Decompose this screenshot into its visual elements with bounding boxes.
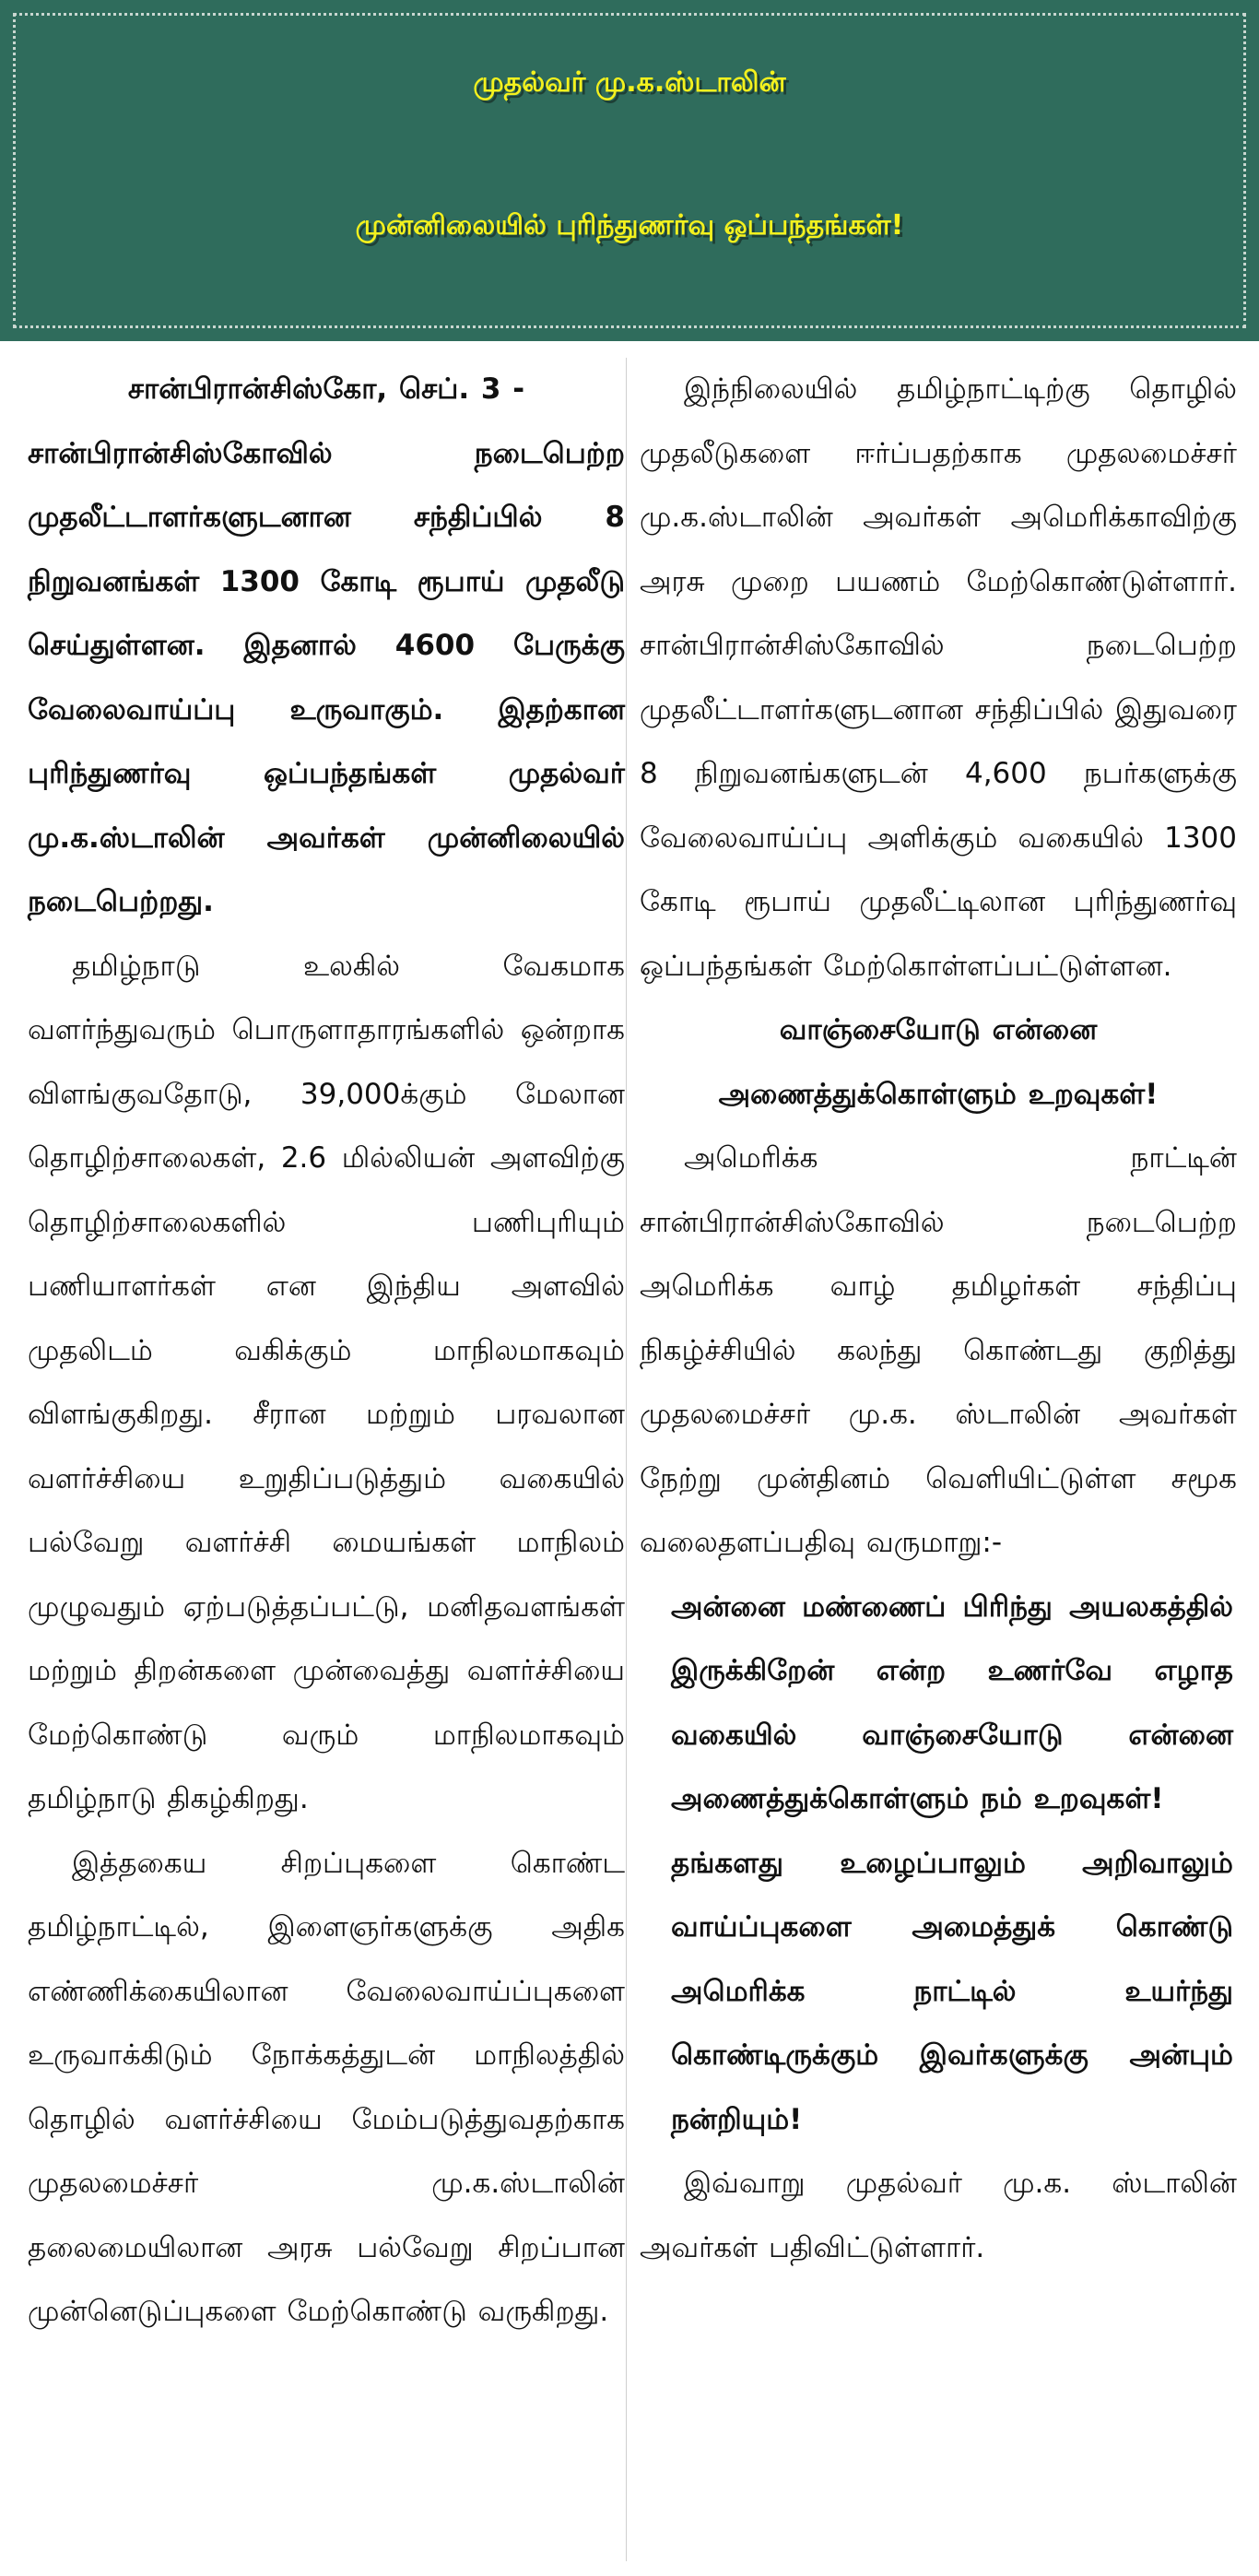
body-paragraph-1: தமிழ்நாடு உலகில் வேகமாக வளர்ந்துவரும் பொருளாதாரங்களில் ஒன்றாக விளங்குவதோடு, 39,000க்கும் மேலான தொழிற்சாலைகள், 2.6 மில்லியன் அளவிற்கு தொழிற்சாலைகளில் பணிபுரியும் பணியாளர்கள் என இந்திய அளவில் முதலிடம் வகிக்கும் மாநிலமாகவும் விளங்குகிறது. சீரான மற்றும் பரவலான வளர்ச்சியை உறுதிப்படுத்தும் வகையில் பல்வேறு வளர்ச்சி மையங்கள் மாநிலம் முழுவதும் ஏற்படுத்தப்பட்டு, மனிதவளங்கள் மற்றும் திறன்களை முன்வைத்து வளர்ச்சியை மேற்கொண்டு வரும் மாநிலமாகவும் தமிழ்நாடு திகழ்கிறது. [28,949,625,1815]
quote-paragraph-2: தங்களது உழைப்பாலும் அறிவாலும் வாய்ப்புகளை அமைத்துக் கொண்டு அமெரிக்க நாட்டில் உயர்ந்து கொண்டிருக்கும் இவர்களுக்கு அன்பும் நன்றியும்! [671,1846,1233,2136]
left-column [28,358,625,2345]
dateline: சான்பிரான்சிஸ்கோ, செப். 3 - [127,372,525,406]
right-column [640,358,1237,2280]
column-divider [626,358,627,2561]
headline-line-1: முதல்வர் மு.க.ஸ்டாலின் [473,66,786,99]
quote-paragraph-1: அன்னை மண்ணைப் பிரிந்து அயலகத்தில் இருக்கிறேன் என்ற உணர்வே எழாத வகையில் வாஞ்சையோடு என்னை அணைத்துக்கொள்ளும் நம் உறவுகள்! [671,1589,1233,1815]
lead-paragraph: சான்பிரான்சிஸ்கோவில் நடைபெற்ற முதலீட்டாளர்களுடனான சந்திப்பில் 8 நிறுவனங்கள் 1300 கோடி ரூபாய் முதலீடு செய்துள்ளன. இதனால் 4600 பேருக்கு வேலைவாய்ப்பு உருவாகும். இதற்கான புரிந்துணர்வு ஒப்பந்தங்கள் முதல்வர் மு.க.ஸ்டாலின் அவர்கள் முன்னிலையில் நடைபெற்றது. [28,436,625,918]
closing-paragraph: இவ்வாறு முதல்வர் மு.க. ஸ்டாலின் அவர்கள் பதிவிட்டுள்ளார். [640,2167,1237,2264]
subheading-line-2: அணைத்துக்கொள்ளும் உறவுகள்! [718,1077,1159,1111]
headline-banner [0,0,1259,341]
body-paragraph-2: இத்தகைய சிறப்புகளை கொண்ட தமிழ்நாட்டில், இளைஞர்களுக்கு அதிக எண்ணிக்கையிலான வேலைவாய்ப்புகளை உருவாக்கிடும் நோக்கத்துடன் மாநிலத்தில் தொழில் வளர்ச்சியை மேம்படுத்துவதற்காக முதலமைச்சர் மு.க.ஸ்டாலின் தலைமையிலான அரசு பல்வேறு சிறப்பான முன்னெடுப்புகளை மேற்கொண்டு வருகிறது. [28,1846,625,2328]
body-paragraph-4: அமெரிக்க நாட்டின் சான்பிரான்சிஸ்கோவில் நடைபெற்ற அமெரிக்க வாழ் தமிழர்கள் சந்திப்பு நிகழ்ச்சியில் கலந்து கொண்டது குறித்து முதலமைச்சர் மு.க. ஸ்டாலின் அவர்கள் நேற்று முன்தினம் வெளியிட்டுள்ள சமூக வலைதளப்பதிவு வருமாறு:- [640,1141,1237,1559]
headline-line-2: முன்னிலையில் புரிந்துணர்வு ஒப்பந்தங்கள்! [355,209,904,242]
subheading-line-1: வாஞ்சையோடு என்னை [779,1013,1098,1046]
body-paragraph-3: இந்நிலையில் தமிழ்நாட்டிற்கு தொழில் முதலீடுகளை ஈர்ப்பதற்காக முதலமைச்சர் மு.க.ஸ்டாலின் அவர்கள் அமெரிக்காவிற்கு அரசு முறை பயணம் மேற்கொண்டுள்ளார். சான்பிரான்சிஸ்கோவில் நடைபெற்ற முதலீட்டாளர்களுடனான சந்திப்பில் இதுவரை 8 நிறுவனங்களுடன் 4,600 நபர்களுக்கு வேலைவாய்ப்பு அளிக்கும் வகையில் 1300 கோடி ரூபாய் முதலீட்டிலான புரிந்துணர்வு ஒப்பந்தங்கள் மேற்கொள்ளப்பட்டுள்ளன. [640,372,1237,983]
